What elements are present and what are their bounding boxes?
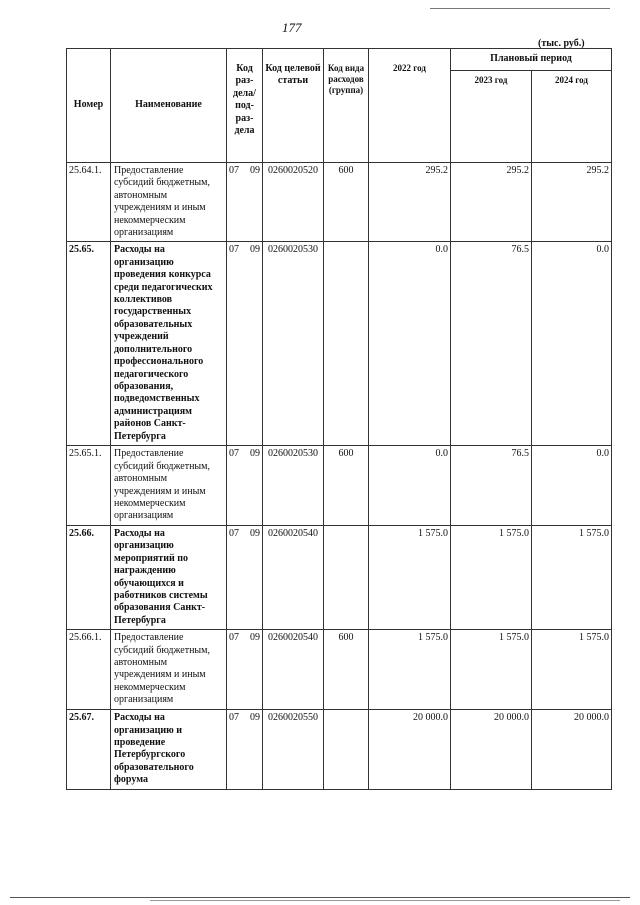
- row-value-2022: 295.2: [369, 163, 451, 242]
- page-number: 177: [282, 20, 302, 35]
- row-value-2024: 1 575.0: [532, 630, 612, 710]
- row-value-2023: 1 575.0: [451, 525, 532, 629]
- row-value-2022: 1 575.0: [369, 630, 451, 710]
- row-value-2022: 20 000.0: [369, 710, 451, 790]
- row-value-2024: 0.0: [532, 242, 612, 446]
- subsection-code: 09: [250, 165, 260, 176]
- bottom-rule-secondary: [150, 900, 620, 901]
- row-value-2023: 76.5: [451, 446, 532, 525]
- bottom-rule: [10, 897, 630, 898]
- row-expense-type: 600: [324, 446, 369, 525]
- row-section-code: [227, 242, 263, 446]
- row-section-code: [227, 630, 263, 710]
- header-row-1: [67, 49, 612, 71]
- row-target-code: 0260020540: [263, 630, 324, 710]
- row-number: 25.67.: [67, 710, 111, 790]
- budget-table: [66, 48, 612, 790]
- row-name: Предоставление субсидий бюджетным, автономным учреждениям и иным некоммерческим организациям: [111, 163, 227, 242]
- unit-note: (тыс. руб.): [538, 38, 585, 49]
- row-value-2023: 76.5: [451, 242, 532, 446]
- row-name: Расходы на организацию мероприятий по награждению обучающихся и работников системы образования Санкт-Петербурга: [111, 525, 227, 629]
- table-row: [67, 710, 612, 790]
- row-section-code: [227, 163, 263, 242]
- row-value-2022: 1 575.0: [369, 525, 451, 629]
- row-value-2024: 0.0: [532, 446, 612, 525]
- row-expense-type: 600: [324, 163, 369, 242]
- row-expense-type: [324, 710, 369, 790]
- row-section-code: [227, 446, 263, 525]
- row-value-2024: 295.2: [532, 163, 612, 242]
- row-name: Предоставление субсидий бюджетным, автономным учреждениям и иным некоммерческим организациям: [111, 630, 227, 710]
- section-code: 07: [229, 527, 239, 539]
- subsection-code: 09: [250, 712, 260, 724]
- header-number: Номер: [67, 49, 111, 163]
- row-name: Расходы на организацию и проведение Петербургского образовательного форума: [111, 710, 227, 790]
- row-value-2023: 20 000.0: [451, 710, 532, 790]
- header-planned-period: Плановый период: [451, 49, 612, 71]
- row-number: 25.64.1.: [67, 163, 111, 242]
- row-value-2022: 0.0: [369, 242, 451, 446]
- section-code: 07: [229, 244, 239, 256]
- section-code: 07: [229, 165, 239, 176]
- table-row: [67, 525, 612, 629]
- row-section-code: [227, 525, 263, 629]
- row-expense-type: [324, 525, 369, 629]
- header-2024: 2024 год: [532, 71, 612, 163]
- subsection-code: 09: [250, 244, 260, 256]
- section-code: 07: [229, 448, 239, 460]
- section-code: 07: [229, 632, 239, 644]
- header-section-code: Код раз-дела/ под-раз-дела: [227, 49, 263, 163]
- row-value-2022: 0.0: [369, 446, 451, 525]
- row-expense-type: 600: [324, 630, 369, 710]
- header-2022: 2022 год: [369, 49, 451, 163]
- table-row: [67, 242, 612, 446]
- row-number: 25.66.1.: [67, 630, 111, 710]
- row-number: 25.65.1.: [67, 446, 111, 525]
- header-expense-type: Код вида расходов (группа): [324, 49, 369, 163]
- top-rule: [430, 8, 610, 9]
- row-value-2023: 1 575.0: [451, 630, 532, 710]
- row-target-code: 0260020550: [263, 710, 324, 790]
- header-target-code: Код целевой статьи: [263, 49, 324, 163]
- row-section-code: [227, 710, 263, 790]
- row-target-code: 0260020530: [263, 242, 324, 446]
- row-value-2024: 20 000.0: [532, 710, 612, 790]
- table-row: [67, 446, 612, 525]
- row-number: 25.66.: [67, 525, 111, 629]
- row-value-2024: 1 575.0: [532, 525, 612, 629]
- subsection-code: 09: [250, 632, 260, 644]
- header-name: Наименование: [111, 49, 227, 163]
- section-code: 07: [229, 712, 239, 724]
- subsection-code: 09: [250, 448, 260, 460]
- header-2023: 2023 год: [451, 71, 532, 163]
- table-row: [67, 630, 612, 710]
- row-expense-type: [324, 242, 369, 446]
- table-row: [67, 163, 612, 242]
- row-target-code: 0260020530: [263, 446, 324, 525]
- row-name: Предоставление субсидий бюджетным, автономным учреждениям и иным некоммерческим организациям: [111, 446, 227, 525]
- row-target-code: 0260020520: [263, 163, 324, 242]
- row-name: Расходы на организацию проведения конкурса среди педагогических коллективов государственных образовательных учреждений дополнительного профессионального педагогического образования, подведомственных администрациям районов Санкт-Петербурга: [111, 242, 227, 446]
- row-target-code: 0260020540: [263, 525, 324, 629]
- subsection-code: 09: [250, 527, 260, 539]
- row-number: 25.65.: [67, 242, 111, 446]
- row-value-2023: 295.2: [451, 163, 532, 242]
